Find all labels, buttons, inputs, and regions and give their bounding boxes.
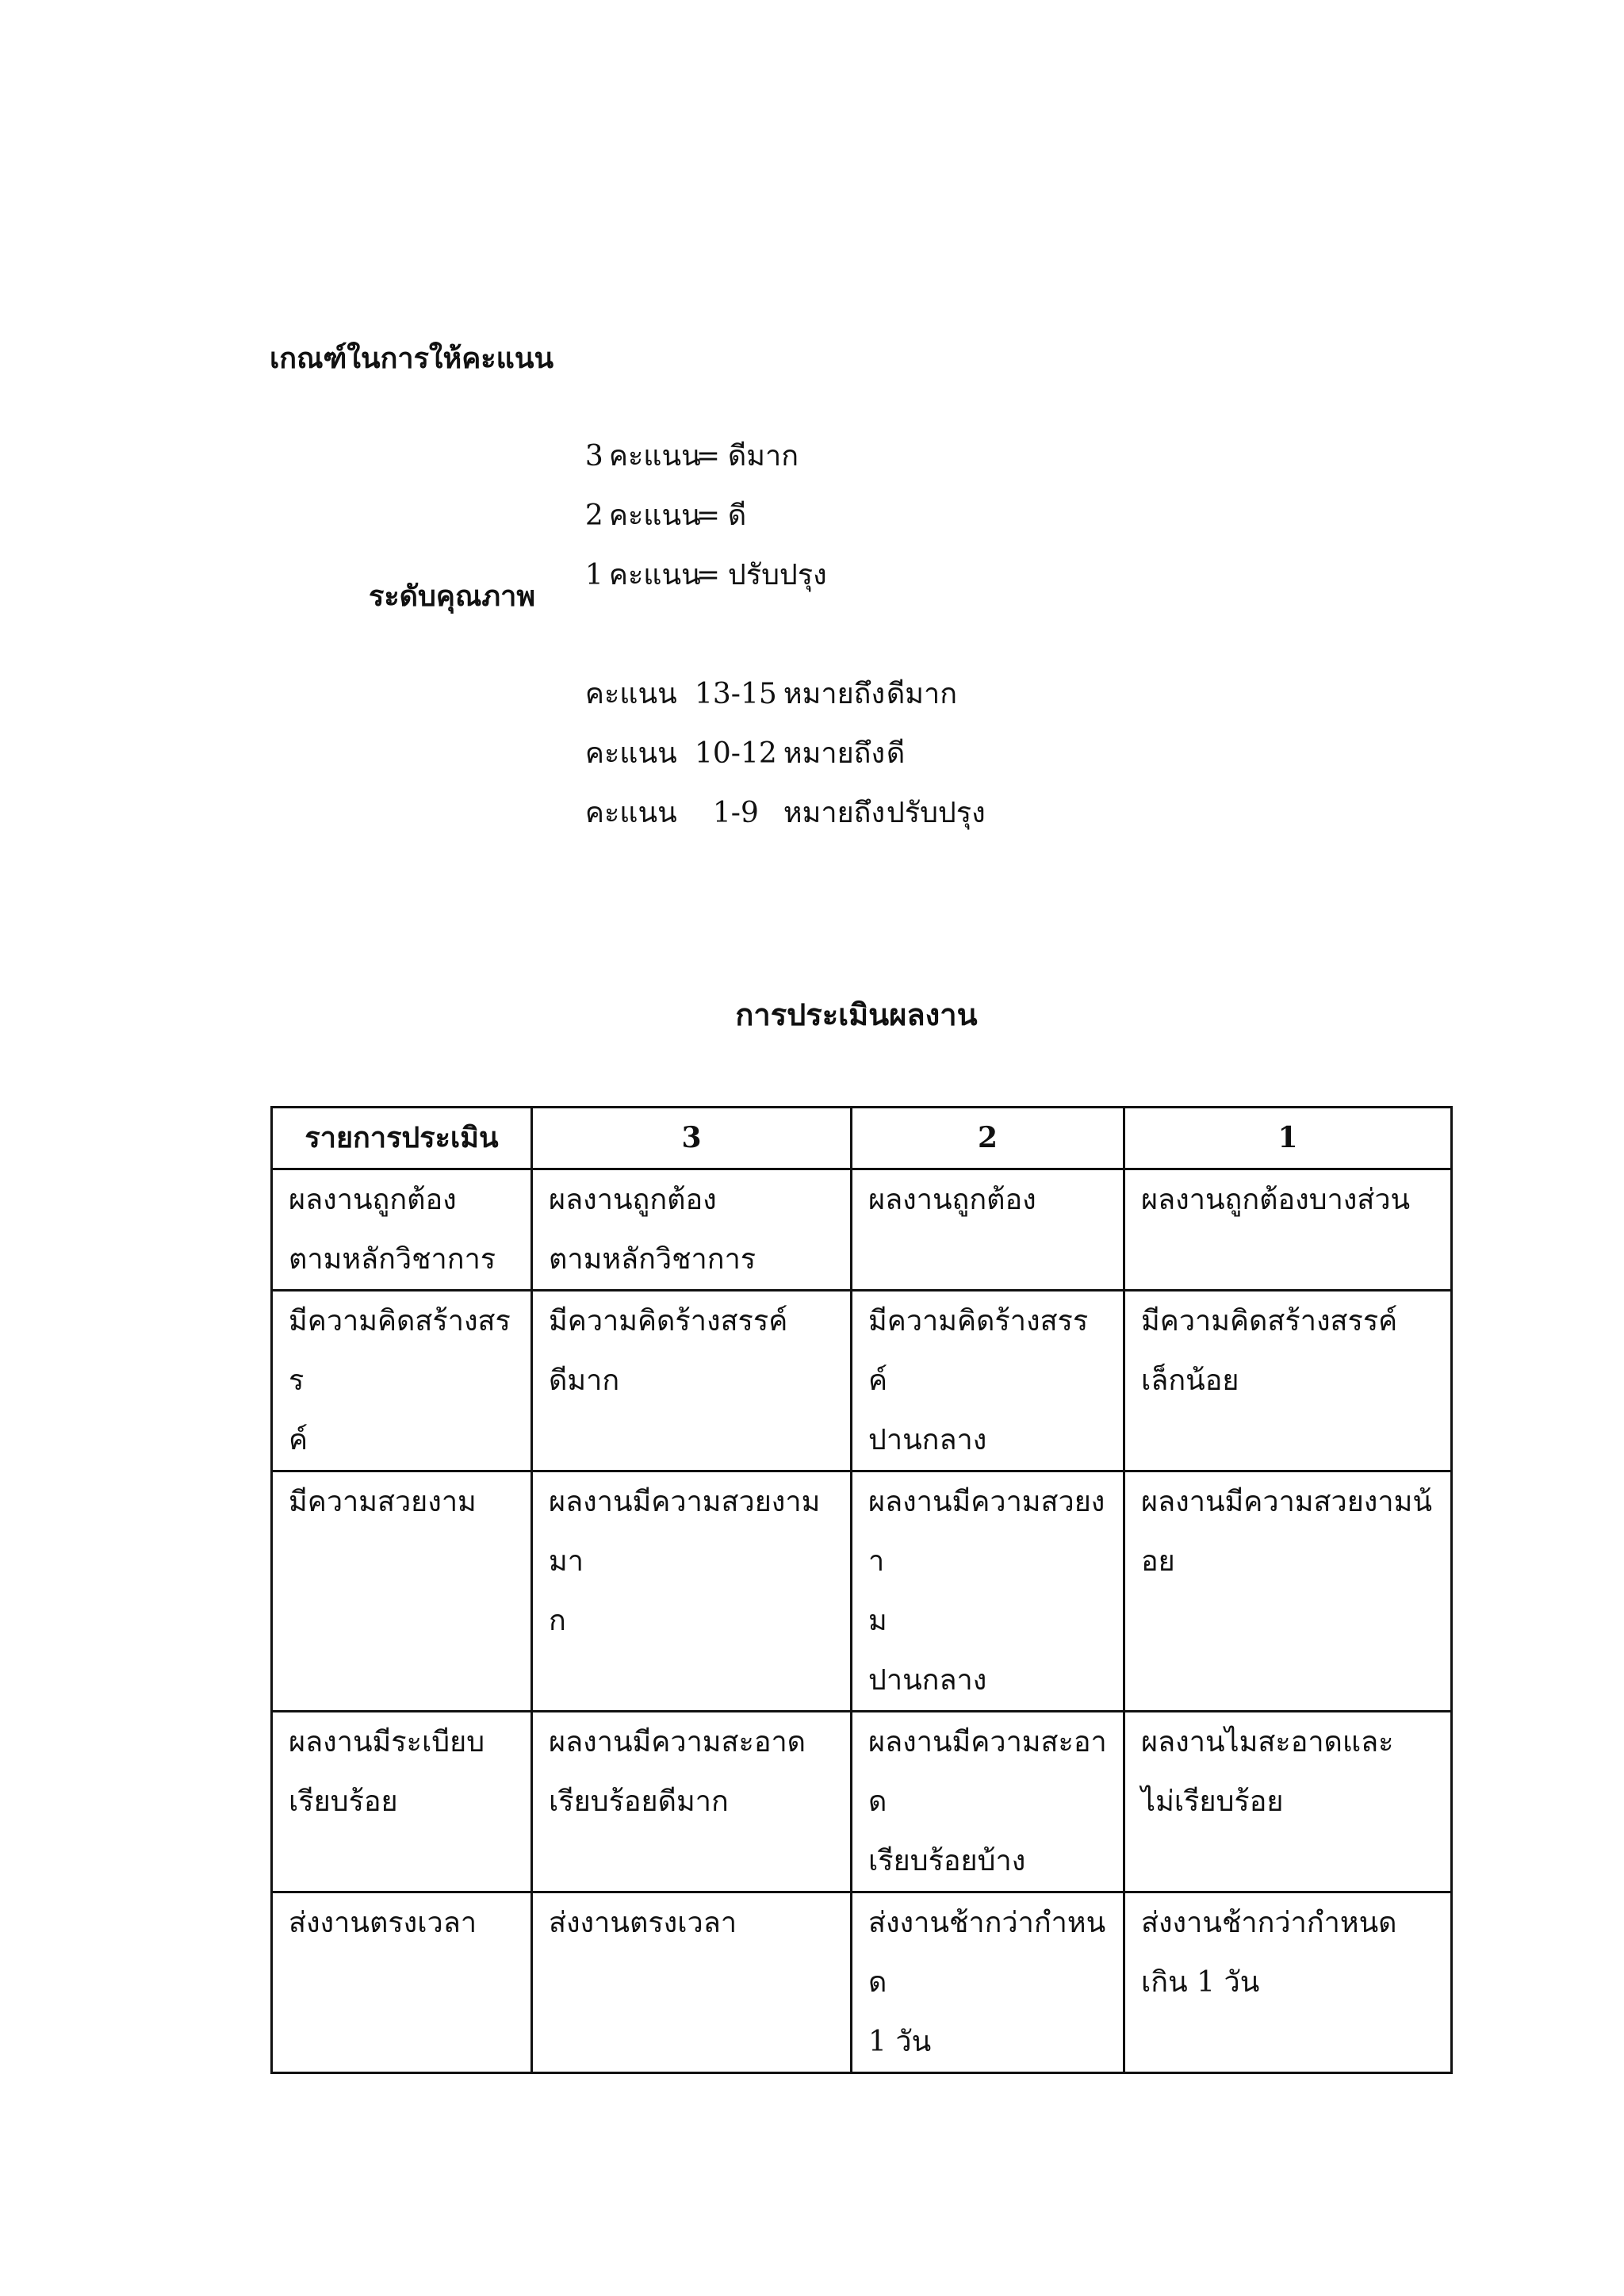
cell-line: มีความคิดสร้างสรรค์ <box>1141 1305 1398 1337</box>
cell-line: เรียบร้อยบ้าง <box>868 1845 1026 1877</box>
table-cell <box>852 1471 1124 1712</box>
criteria-heading: เกณฑ์ในการให้คะแนน <box>270 342 554 375</box>
table-cell <box>272 1169 532 1291</box>
table-row <box>272 1291 1452 1471</box>
cell-line: ผลงานถูกต้อง <box>549 1184 717 1216</box>
cell-line: ด <box>868 1785 887 1818</box>
table-cell <box>272 1892 532 2073</box>
score-word: คะแนน <box>608 559 701 591</box>
quality-level-row <box>567 761 986 831</box>
cell-line: มีความคิดสร้างสรร <box>289 1305 511 1397</box>
level-range: 10-12 <box>695 737 777 770</box>
score-equals: = <box>695 499 721 532</box>
header-score-2: 2 <box>852 1108 1124 1169</box>
level-word: คะแนน <box>584 797 677 829</box>
score-value: 1 <box>584 559 603 591</box>
cell-line: ส่งงานตรงเวลา <box>289 1907 477 1939</box>
cell-line: ก <box>549 1605 566 1637</box>
evaluation-table <box>270 1106 1453 2074</box>
table-header-row <box>272 1108 1452 1169</box>
table-row <box>272 1169 1452 1291</box>
cell-line: เรียบร้อย <box>289 1785 398 1818</box>
table-cell <box>272 1471 532 1712</box>
cell-line: ผลงานมีความสะอาด <box>549 1726 806 1758</box>
score-meaning: ดีมาก <box>727 440 799 473</box>
level-label: ปรับปรุง <box>886 797 986 829</box>
header-criteria: รายการประเมิน <box>272 1108 532 1169</box>
cell-line: ผลงานถูกต้อง <box>868 1184 1036 1216</box>
table-cell <box>1124 1471 1452 1712</box>
cell-line: ตามหลักวิชาการ <box>289 1243 496 1276</box>
cell-line: ส่งงานช้ากว่ากำหนด <box>868 1907 1106 1999</box>
table-cell <box>852 1892 1124 2073</box>
quality-heading: ระดับคุณภาพ <box>369 580 536 613</box>
table-row <box>272 1892 1452 2073</box>
cell-line: ผลงานถูกต้องบางส่วน <box>1141 1184 1411 1216</box>
score-meaning: ดี <box>727 499 747 532</box>
table-cell <box>272 1712 532 1892</box>
cell-line: เรียบร้อยดีมาก <box>549 1785 729 1818</box>
cell-line: ส่งงานตรงเวลา <box>549 1907 737 1939</box>
cell-line: ไม่เรียบร้อย <box>1141 1785 1284 1818</box>
cell-line: 1 วัน <box>868 2026 932 2058</box>
cell-line: ปานกลาง <box>868 1664 987 1697</box>
table-row <box>272 1471 1452 1712</box>
table-cell <box>272 1291 532 1471</box>
level-label: ดีมาก <box>886 678 958 710</box>
cell-line: มีความคิดร้างสรรค์ <box>868 1305 1089 1397</box>
cell-line: ตามหลักวิชาการ <box>549 1243 756 1276</box>
score-value: 2 <box>584 499 603 532</box>
evaluation-title: การประเมินผลงาน <box>735 997 978 1032</box>
score-equals: = <box>695 440 721 473</box>
table-cell <box>1124 1712 1452 1892</box>
cell-line: เกิน 1 วัน <box>1141 1966 1260 1999</box>
header-score-3: 3 <box>532 1108 852 1169</box>
cell-line: เล็กน้อย <box>1141 1364 1239 1397</box>
table-cell <box>852 1169 1124 1291</box>
level-label: ดี <box>886 737 906 770</box>
cell-line: ผลงานมีระเบียบ <box>289 1726 485 1758</box>
cell-line: ส่งงานช้ากว่ากำหนด <box>1141 1907 1397 1939</box>
level-means: หมายถึง <box>783 678 886 710</box>
cell-line: ผลงานมีความสวยงา <box>868 1486 1105 1578</box>
table-cell <box>1124 1892 1452 2073</box>
score-equals: = <box>695 559 721 591</box>
header-score-1: 1 <box>1124 1108 1452 1169</box>
cell-line: ปานกลาง <box>868 1424 987 1456</box>
cell-line: มีความคิดร้างสรรค์ <box>549 1305 788 1337</box>
cell-line: ผลงานมีความสวยงามน้ <box>1141 1486 1432 1518</box>
score-meaning: ปรับปรุง <box>727 559 827 591</box>
table-cell <box>1124 1169 1452 1291</box>
cell-line: ค์ <box>289 1424 308 1456</box>
cell-line: ผลงานไมสะอาดและ <box>1141 1726 1394 1758</box>
score-word: คะแนน <box>608 499 701 532</box>
score-row <box>567 523 827 593</box>
table-cell <box>852 1291 1124 1471</box>
level-range: 13-15 <box>695 678 777 710</box>
level-means: หมายถึง <box>783 737 886 770</box>
score-word: คะแนน <box>608 440 701 473</box>
cell-line: ผลงานมีความสะอา <box>868 1726 1107 1758</box>
level-range: 1-9 <box>712 797 759 829</box>
table-cell <box>532 1712 852 1892</box>
table-cell <box>532 1471 852 1712</box>
level-word: คะแนน <box>584 678 677 710</box>
table-row <box>272 1712 1452 1892</box>
table-cell <box>532 1169 852 1291</box>
cell-line: ม <box>868 1605 887 1637</box>
score-value: 3 <box>584 440 603 473</box>
table-cell <box>852 1712 1124 1892</box>
cell-line: อย <box>1141 1545 1175 1578</box>
level-means: หมายถึง <box>783 797 886 829</box>
level-word: คะแนน <box>584 737 677 770</box>
table-cell <box>532 1892 852 2073</box>
cell-line: ดีมาก <box>549 1364 620 1397</box>
cell-line: มีความสวยงาม <box>289 1486 477 1518</box>
cell-line: ผลงานมีความสวยงามมา <box>549 1486 821 1578</box>
table-cell <box>1124 1291 1452 1471</box>
cell-line: ผลงานถูกต้อง <box>289 1184 457 1216</box>
table-cell <box>532 1291 852 1471</box>
